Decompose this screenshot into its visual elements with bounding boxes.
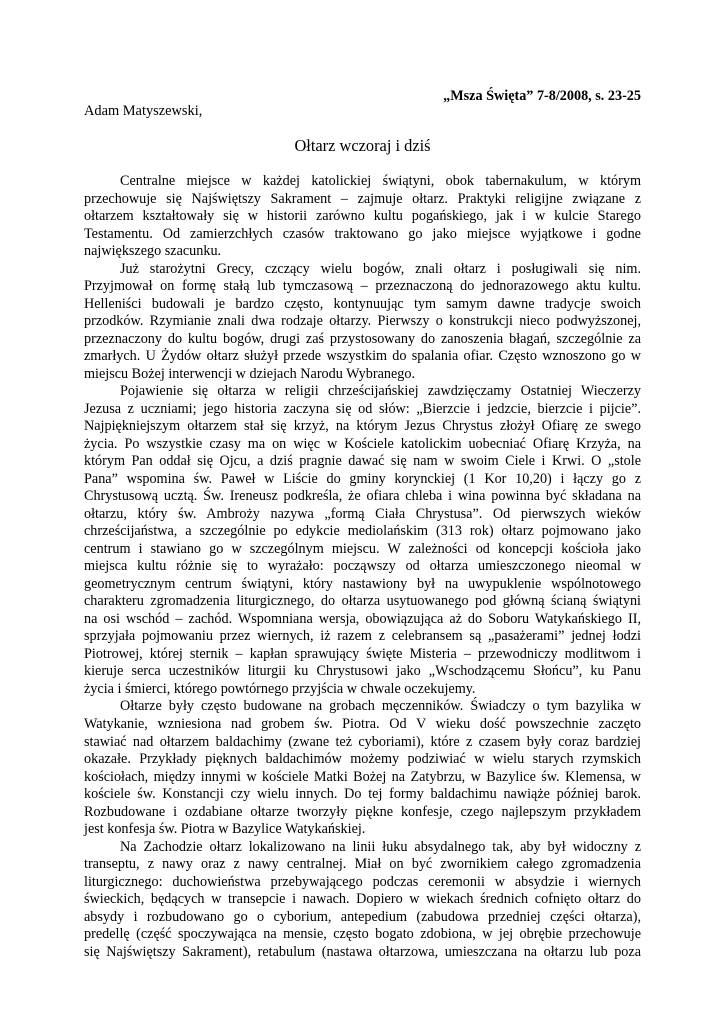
text-line: Chrystusową ucztą. Św. Ireneusz podkreśla, że ofiara chleba i wina powinna być składana na — [84, 488, 641, 505]
text-line: okazałe. Przykłady pięknych baldachimów możemy podziwiać w wielu starych rzymskich — [84, 751, 641, 768]
source-citation: „Msza Święta” 7-8/2008, s. 23-25 — [443, 88, 641, 104]
paragraph — [84, 383, 641, 698]
text-line: przeznaczony do kultu bogów, drugi zaś przystosowany do zanoszenia błagań, szczególnie za — [84, 330, 641, 347]
text-line: miejscu Bożej interwencji w dziejach Narodu Wybranego. — [84, 365, 415, 382]
text-line: przechowuje się Najświętszy Sakrament – zajmuje ołtarz. Praktyki religijne związane z — [84, 190, 641, 207]
article-body — [84, 173, 641, 961]
paragraph — [84, 261, 641, 384]
text-line: świeckich, będących w transepcie i nawach. Dopiero w wiekach średnich cofnięto ołtarz do — [84, 891, 641, 908]
text-line: Na Zachodzie ołtarz lokalizowano na linii łuku absydalnego tak, aby był widoczny z — [120, 838, 641, 855]
text-line: predellę (część spoczywająca na mensie, często bogato zdobiona, w jej obrębie przechowuje — [84, 926, 641, 943]
paragraph — [84, 839, 641, 962]
text-line: Pojawienie się ołtarza w religii chrześcijańskiej zawdzięczamy Ostatniej Wieczerzy — [120, 383, 641, 400]
text-line: chrześcijaństwa, a szczególnie po edykcie mediolańskim (313 rok) ołtarz pojmowano jako — [84, 523, 641, 540]
text-line: centrum i stawiano go w szczególnym miejscu. W zależności od koncepcji kościoła jako — [84, 540, 641, 557]
text-line: kościele św. Konstancji czy wielu innych. Do tej formy baldachimu nawiąże później barok. — [84, 786, 641, 803]
text-line: życia i śmierci, którego powtórnego przyjścia w chwale oczekujemy. — [84, 680, 476, 697]
text-line: Pana” wspomina św. Paweł w Liście do gminy korynckiej (1 Kor 10,20) i łączy go z — [84, 470, 641, 487]
paragraph — [84, 698, 641, 838]
text-line: Ołtarze były często budowane na grobach męczenników. Świadczy o tym bazylika w — [120, 698, 641, 715]
text-line: Watykanie, wzniesiona nad grobem św. Piotra. Od V wieku dość powszechnie zaczęto — [84, 715, 641, 732]
text-line: Najpiękniejszym ołtarzem stał się krzyż, na którym Jezus Chrystus złożył Ofiarę ze swego — [84, 418, 641, 435]
article-title: Ołtarz wczoraj i dziś — [294, 136, 431, 155]
text-line: przodków. Rzymianie znali dwa rodzaje ołtarzy. Pierwszy o konstrukcji nieco podwyższonej, — [84, 313, 641, 330]
text-line: stawiać nad ołtarzem baldachimy (zwane też cyboriami), które z czasem były coraz bardziej — [84, 733, 641, 750]
text-line: Piotrowej, której sternik – kapłan sprawujący święte Misteria – przewodniczy modlitwom i — [84, 645, 641, 662]
text-line: Testamentu. Od zamierzchłych czasów traktowano go jako miejsce wyjątkowe i godne — [84, 225, 641, 242]
text-line: ołtarzu, który św. Ambroży nazywa „formą Ciała Chrystusa”. Od pierwszych wieków — [84, 505, 641, 522]
text-line: liturgicznego: duchowieństwa przebywającego podczas ceremonii w absydzie i wiernych — [84, 873, 641, 890]
text-line: Przyjmował on formę stałą lub tymczasową – przeznaczoną do jednorazowego aktu kultu. — [84, 278, 641, 295]
text-line: Już starożytni Grecy, czczący wielu bogów, znali ołtarz i posługiwali się nim. — [120, 260, 641, 277]
text-line: charakteru zgromadzenia liturgicznego, do ołtarza usytuowanego pod główną ścianą świątyni — [84, 593, 641, 610]
text-line: absydy i rozbudowano go o cyborium, antepedium (zabudowa przedniej części ołtarza), — [84, 908, 641, 925]
text-line: się Najświętszy Sakrament), retabulum (nastawa ołtarzowa, umieszczana na ołtarzu lub poza — [84, 943, 641, 960]
text-line: życia. Po wszystkie czasy ma on więc w Kościele katolickim uobecniać Ofiarę Krzyża, na — [84, 435, 641, 452]
text-line: zmarłych. U Żydów ołtarz służył przede wszystkim do spalania ofiar. Często wznoszono go w — [84, 348, 641, 365]
text-line: ołtarzem kształtowały się w historii zarówno kultu pogańskiego, jak i w kulcie Starego — [84, 208, 641, 225]
text-line: transeptu, z nawy oraz z nawy centralnej. Miał on być zwornikiem całego zgromadzenia — [84, 856, 641, 873]
text-line: na osi wschód – zachód. Wspomniana wersja, obowiązująca aż do Soboru Watykańskiego II, — [84, 610, 641, 627]
text-line: Helleniści budowali je bardzo często, kontynuując tym samym dawne tradycje swoich — [84, 295, 641, 312]
text-line: Jezusa z uczniami; jego historia zaczyna się od słów: „Bierzcie i jedzcie, bierzcie i pijcie”. — [84, 400, 641, 417]
text-line: jest konfesja św. Piotra w Bazylice Watykańskiej. — [84, 821, 366, 838]
text-line: Centralne miejsce w każdej katolickiej świątyni, obok tabernakulum, w którym — [120, 173, 641, 189]
text-line: kościołach, między innymi w kościele Matki Bożej na Zatybrzu, w Bazylice św. Klemensa, w — [84, 768, 641, 785]
text-line: geometrycznym centrum świątyni, który nastawiony był na uwypuklenie wspólnotowego — [84, 575, 641, 592]
author-name: Adam Matyszewski, — [84, 103, 203, 119]
text-line: największego szacunku. — [84, 243, 222, 260]
text-line: miejsca kultu różnie się to wyrażało: począwszy od ołtarza umieszczonego nieomal w — [84, 558, 641, 575]
text-line: kieruje serca uczestników liturgii ku Chrystusowi jako „Wschodzącemu Słońcu”, ku Panu — [84, 663, 641, 680]
text-line: Rozbudowane i ozdabiane ołtarze tworzyły piękne konfesje, czego najlepszym przykładem — [84, 803, 641, 820]
text-line: sprzyjała pojmowaniu przez wiernych, iż razem z celebransem są „pasażerami” jednej łodzi — [84, 628, 641, 645]
text-line: którym Pan oddał się Ojcu, a dziś pragnie dawać się nam w swoim Ciele i Krwi. O „stole — [84, 453, 641, 470]
paragraph — [84, 173, 641, 261]
